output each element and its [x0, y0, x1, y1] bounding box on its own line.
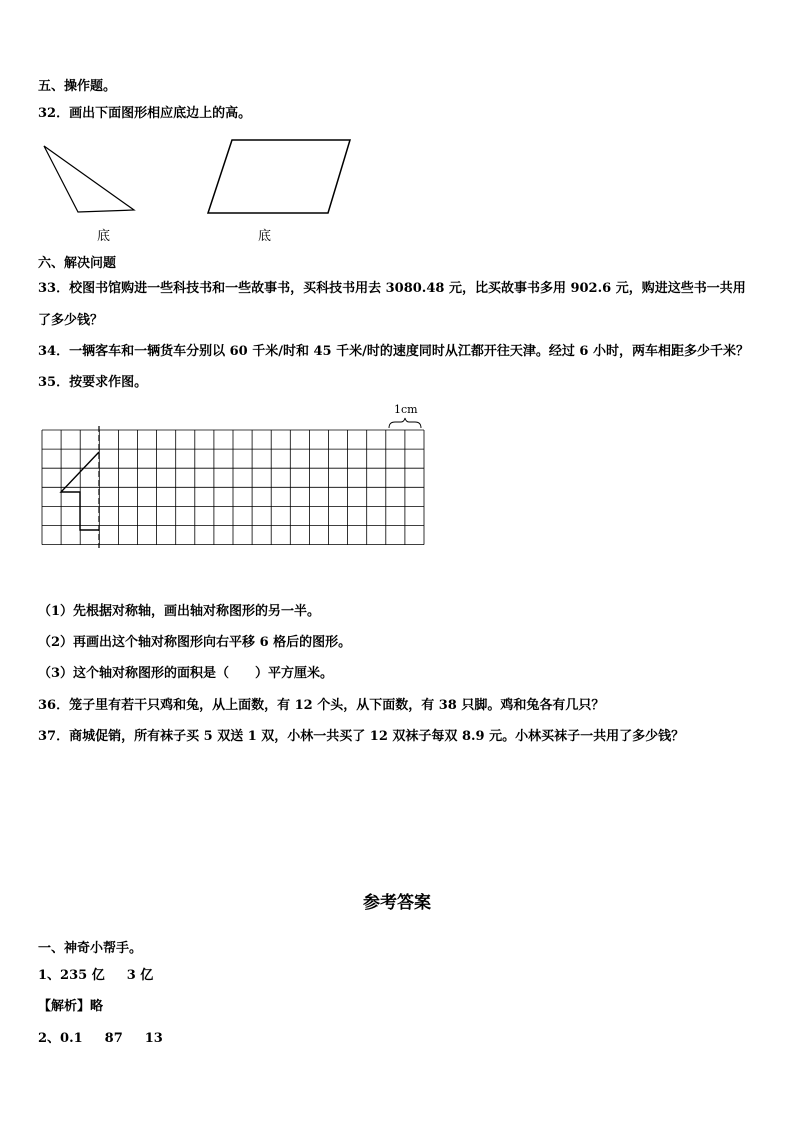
- answer-2: [38, 1030, 163, 1048]
- answer-1: [38, 967, 153, 985]
- answers-section-1: 一、神奇小帮手。: [38, 941, 143, 956]
- answer-2-value3: 13: [144, 1031, 163, 1046]
- answer-1-analysis: 【解析】略: [38, 999, 104, 1014]
- answer-2-value2: 87: [104, 1031, 123, 1046]
- question-35-sub3: （3）这个轴对称图形的面积是（ ）平方厘米。: [38, 666, 334, 681]
- triangle-base-label: 底: [97, 229, 111, 244]
- question-37: 37．商城促销，所有袜子买 5 双送 1 双，小林一共买了 12 双袜子每双 8.9 元。小林买袜子一共用了多少钱？: [38, 729, 685, 744]
- answer-1-value2: 3 亿: [126, 968, 154, 983]
- answers-title: 参考答案: [363, 893, 431, 913]
- triangle-figure: [38, 140, 148, 220]
- section-heading-6: 六、解决问题: [38, 256, 117, 271]
- scale-brace: [389, 418, 421, 428]
- parallelogram-figure: [205, 138, 355, 218]
- answer-2-value1: 2、0.1: [38, 1031, 83, 1046]
- question-35: 35．按要求作图。: [38, 375, 148, 390]
- question-36: 36．笼子里有若干只鸡和兔，从上面数，有 12 个头，从下面数，有 38 只脚。鸡和兔各有几只？: [38, 698, 605, 713]
- question-35-sub2: （2）再画出这个轴对称图形向右平移 6 格后的图形。: [38, 635, 352, 650]
- grid-figure: [38, 408, 438, 548]
- question-32: 32．画出下面图形相应底边上的高。: [38, 106, 252, 121]
- question-35-sub1: （1）先根据对称轴，画出轴对称图形的另一半。: [38, 604, 321, 619]
- answer-1-value1: 1、235 亿: [38, 968, 105, 983]
- question-33-line2: 了多少钱？: [38, 313, 104, 328]
- question-34: 34．一辆客车和一辆货车分别以 60 千米/时和 45 千米/时的速度同时从江都开往天津。经过 6 小时，两车相距多少千米？: [38, 344, 749, 359]
- parallelogram-base-label: 底: [258, 229, 272, 244]
- question-33-line1: 33．校图书馆购进一些科技书和一些故事书，买科技书用去 3080.48 元，比买故事书多用 902.6 元，购进这些书一共用: [38, 281, 746, 296]
- section-heading-5: 五、操作题。: [38, 79, 117, 94]
- scale-label: 1cm: [394, 403, 418, 416]
